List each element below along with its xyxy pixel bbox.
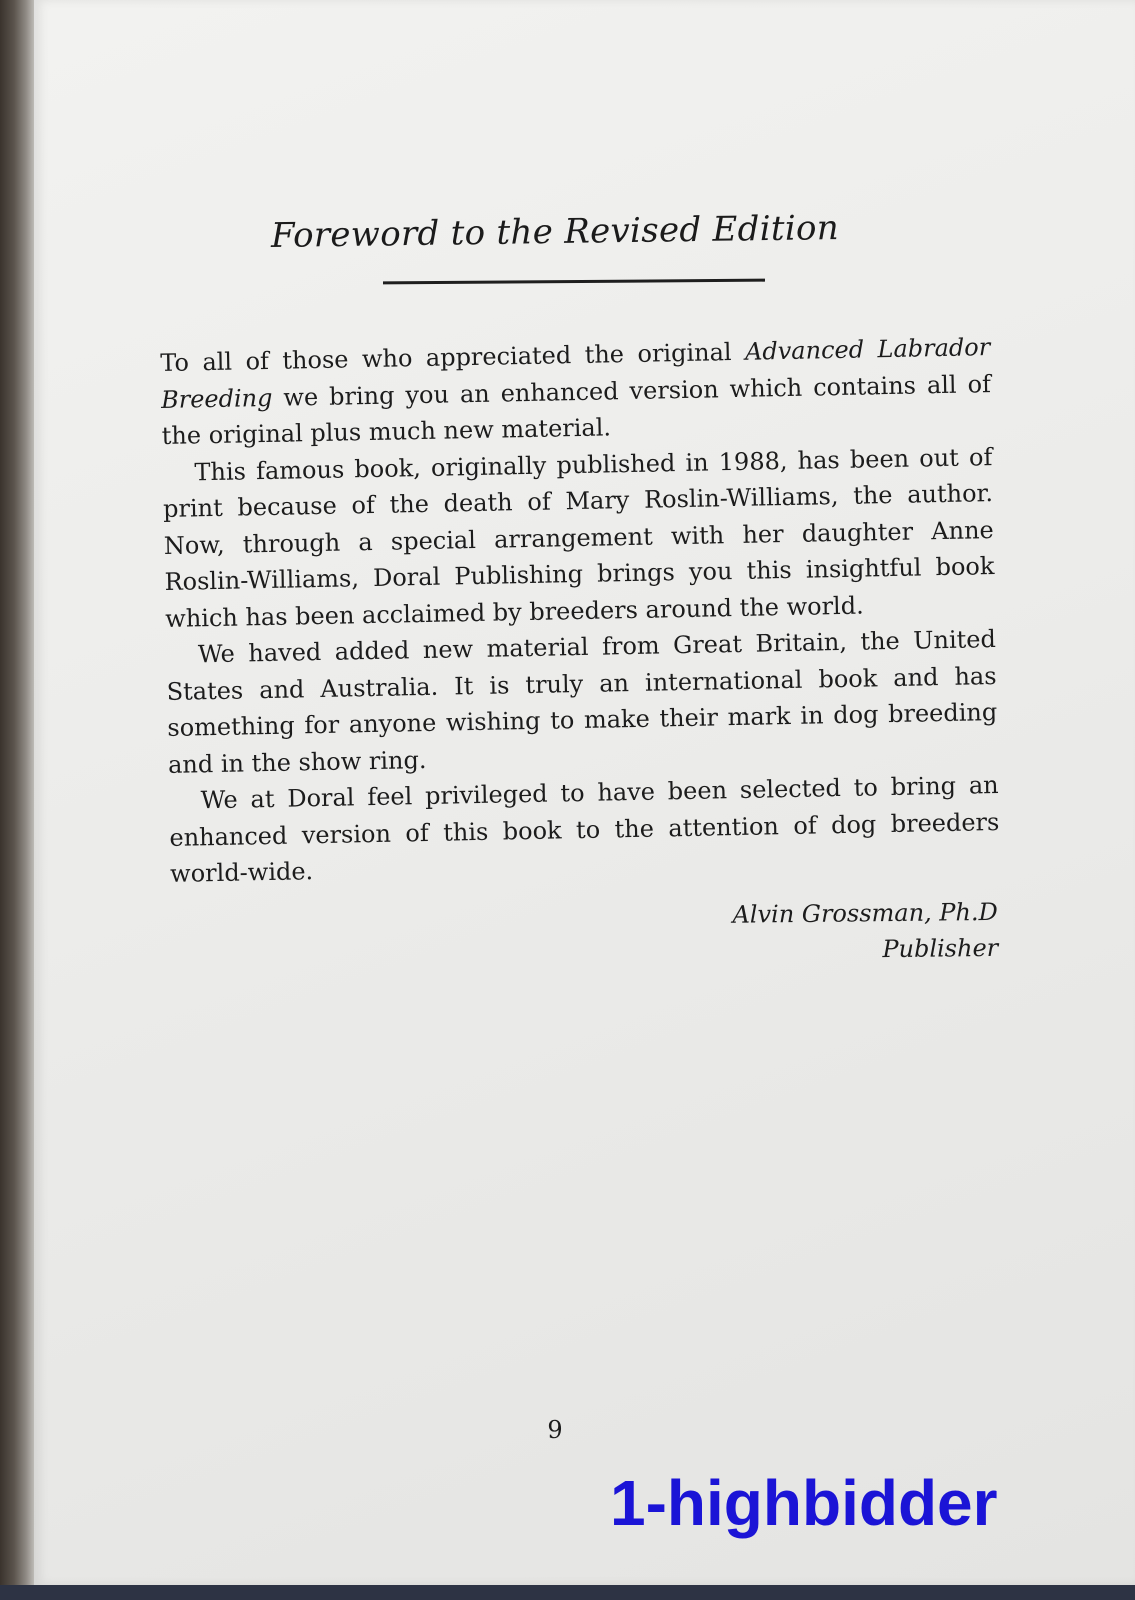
foreword-body xyxy=(160,329,1000,892)
paragraph-1-end: we bring you an enhanced version which contains all of the original plus much new material. xyxy=(161,369,992,450)
book-spine-edge xyxy=(0,0,36,1600)
signature-name: Alvin Grossman, Ph.D xyxy=(732,897,998,929)
signature-block xyxy=(600,894,999,970)
page-title: Foreword to the Revised Edition xyxy=(270,208,840,256)
background-surface-edge xyxy=(0,1585,1135,1600)
paragraph-1-start: To all of those who appreciated the original xyxy=(160,337,746,377)
paragraph-3: We haved added new material from Great Britain, the United States and Australia. It is truly an international book and has something for anyone wishing to make their mark in dog breeding and in the show ring. xyxy=(166,625,998,779)
signature-role: Publisher xyxy=(882,933,999,964)
book-title-italic: Advanced Labrador Breeding xyxy=(160,333,991,414)
paragraph-1 xyxy=(160,329,992,454)
seller-watermark: 1-highbidder xyxy=(610,1467,998,1539)
paragraph-4: We at Doral feel privileged to have been selected to bring an enhanced version of this book to the attention of dog breeders world-wide. xyxy=(169,770,1000,888)
paragraph-2: This famous book, originally published in 1988, has been out of print because of the death of Mary Roslin-Williams, the author. Now, through a special arrangement with her daughter Anne Roslin-Williams, Doral Publishing brings you this insightful book which has been acclaimed by breeders around the world. xyxy=(162,442,995,633)
page-number: 9 xyxy=(547,1416,563,1444)
